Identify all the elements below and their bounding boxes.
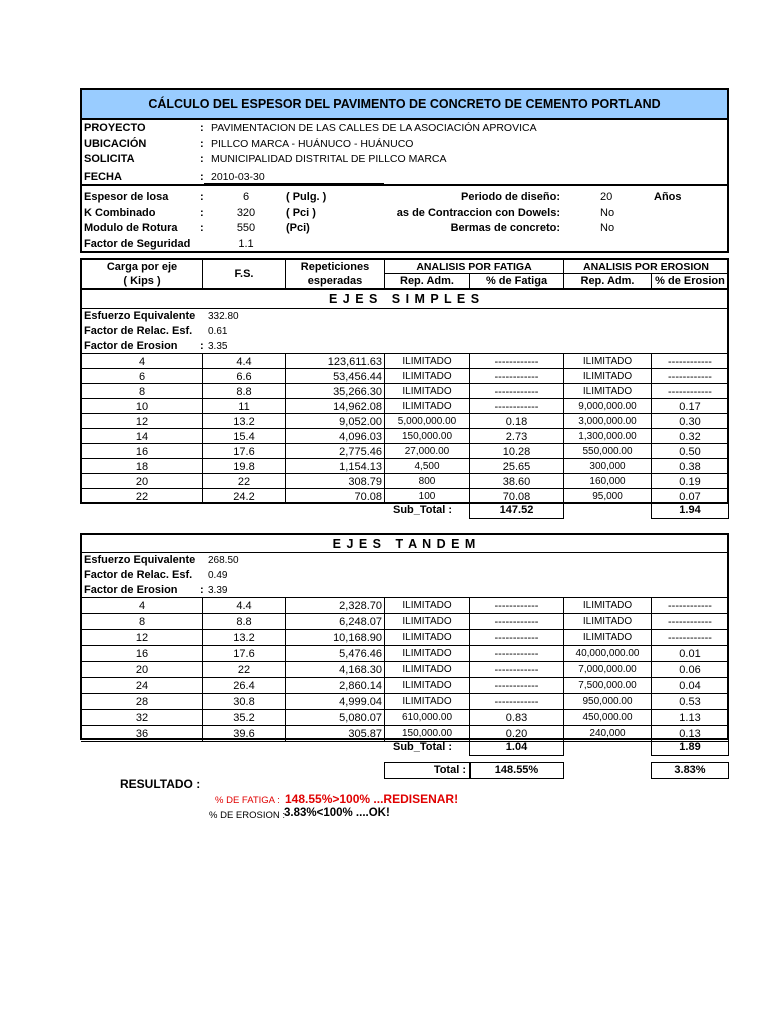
- location-label: UBICACIÓN: [84, 138, 147, 150]
- row-divider: [81, 677, 728, 678]
- rep-adm-fatiga-cell: 150,000.00: [401, 728, 453, 739]
- section-title: E J E S T A N D E M: [332, 537, 477, 551]
- colon: :: [200, 153, 204, 165]
- fs-cell: 24.2: [233, 490, 255, 503]
- rep-adm-erosion-cell: 300,000: [589, 460, 626, 472]
- param-label: Periodo de diseño:: [460, 191, 560, 203]
- pct-erosion-cell: 0.17: [679, 400, 701, 413]
- total-label: Total :: [433, 764, 466, 776]
- factor-label: Factor de Relac. Esf.: [84, 569, 193, 581]
- factor-value: 332.80: [208, 311, 239, 322]
- rep-adm-erosion-cell: 95,000: [592, 490, 623, 502]
- carga-cell: 22: [135, 490, 149, 503]
- fs-cell: 22: [237, 475, 251, 488]
- pct-fatiga-cell: ------------: [494, 696, 539, 708]
- row-divider: [81, 693, 728, 694]
- pct-fatiga-cell: ------------: [494, 616, 539, 628]
- carga-cell: 6: [138, 370, 146, 383]
- param-label: Espesor de losa: [84, 191, 169, 203]
- rep-adm-erosion-cell: 160,000: [589, 475, 626, 487]
- repeticiones-cell: 35,266.30: [333, 385, 382, 398]
- row-divider: [81, 613, 728, 614]
- fs-cell: 17.6: [233, 445, 255, 458]
- param-label: Modulo de Rotura: [84, 222, 178, 234]
- pct-erosion-cell: 0.32: [679, 430, 701, 443]
- header-repeticiones: Repeticiones: [300, 261, 370, 273]
- row-divider: [81, 629, 728, 630]
- pct-erosion-cell: 0.07: [679, 490, 701, 503]
- carga-cell: 12: [135, 632, 149, 644]
- pct-fatiga-cell: ------------: [494, 370, 539, 383]
- row-divider: [81, 645, 728, 646]
- header-pct-erosion: % de Erosion: [655, 275, 725, 287]
- colon: :: [200, 138, 204, 150]
- repeticiones-cell: 4,096.03: [339, 430, 382, 443]
- carga-cell: 12: [135, 415, 149, 428]
- carga-cell: 8: [138, 616, 146, 628]
- fs-cell: 15.4: [233, 430, 255, 443]
- section-divider: [81, 597, 728, 598]
- rep-adm-fatiga-cell: ILIMITADO: [402, 696, 452, 707]
- rep-adm-fatiga-cell: ILIMITADO: [402, 648, 452, 659]
- fs-cell: 35.2: [233, 712, 255, 724]
- erosion-result-value: 3.83%<100% ....OK!: [284, 807, 390, 819]
- date-value: 2010-03-30: [211, 171, 265, 183]
- factor-label: Esfuerzo Equivalente: [84, 554, 196, 566]
- rep-adm-fatiga-cell: ILIMITADO: [402, 632, 452, 643]
- param-label: Factor de Seguridad: [84, 238, 191, 250]
- rep-adm-erosion-cell: ILIMITADO: [582, 600, 633, 611]
- pct-fatiga-cell: 38.60: [502, 475, 531, 488]
- result-label: RESULTADO :: [120, 777, 201, 791]
- factor-label: Esfuerzo Equivalente: [84, 310, 196, 322]
- repeticiones-cell: 53,456.44: [333, 370, 382, 383]
- rep-adm-erosion-cell: 240,000: [589, 728, 626, 739]
- pct-fatiga-cell: 0.18: [505, 415, 528, 428]
- repeticiones-cell: 308.79: [348, 475, 382, 488]
- fs-cell: 17.6: [233, 648, 255, 660]
- header-erosion: ANALISIS POR EROSION: [582, 261, 709, 273]
- pct-erosion-cell: 0.53: [679, 696, 701, 708]
- carga-cell: 24: [135, 680, 149, 692]
- carga-cell: 16: [135, 648, 149, 660]
- rep-adm-fatiga-cell: 610,000.00: [401, 712, 453, 723]
- pct-erosion-cell: ------------: [668, 385, 712, 398]
- rep-adm-fatiga-cell: 100: [418, 490, 436, 502]
- pct-erosion-cell: 1.13: [679, 712, 701, 724]
- section-divider: [81, 353, 728, 354]
- carga-cell: 14: [135, 430, 149, 443]
- header-carga: Carga por eje: [106, 261, 178, 273]
- subtotal-erosion: 1.89: [679, 741, 701, 753]
- pct-fatiga-cell: ------------: [494, 600, 539, 612]
- pct-fatiga-cell: 0.83: [505, 712, 528, 724]
- pct-fatiga-cell: 25.65: [502, 460, 531, 473]
- rep-adm-erosion-cell: 9,000,000.00: [578, 400, 637, 412]
- row-divider: [81, 661, 728, 662]
- repeticiones-cell: 10,168.90: [333, 632, 382, 644]
- row-divider: [81, 725, 728, 726]
- param-label: as de Contraccion con Dowels:: [396, 207, 560, 219]
- fs-cell: 26.4: [233, 680, 255, 692]
- rep-adm-fatiga-cell: 150,000.00: [401, 430, 453, 442]
- factor-value: 3.35: [208, 341, 228, 352]
- factor-value: 3.39: [208, 585, 228, 596]
- rep-adm-erosion-cell: ILIMITADO: [582, 385, 633, 397]
- param-unit: ( Pci ): [286, 207, 316, 219]
- rep-adm-erosion-cell: 3,000,000.00: [578, 415, 637, 427]
- carga-cell: 16: [135, 445, 149, 458]
- header-kips: ( Kips ): [123, 275, 161, 287]
- pct-erosion-cell: 0.04: [679, 680, 701, 692]
- repeticiones-cell: 5,080.07: [339, 712, 382, 724]
- rep-adm-fatiga-cell: ILIMITADO: [402, 600, 452, 611]
- fs-cell: 39.6: [233, 728, 255, 740]
- pct-fatiga-cell: ------------: [494, 400, 539, 413]
- total-erosion: 3.83%: [674, 764, 706, 776]
- fs-cell: 19.8: [233, 460, 255, 473]
- factor-value: 268.50: [208, 555, 239, 566]
- rep-adm-erosion-cell: 40,000,000.00: [575, 648, 640, 659]
- rep-adm-fatiga-cell: ILIMITADO: [402, 370, 452, 382]
- rep-adm-erosion-cell: 450,000.00: [582, 712, 633, 723]
- factor-value: 0.49: [208, 570, 228, 581]
- factor-label: Factor de Relac. Esf.: [84, 325, 193, 337]
- page-title: CÁLCULO DEL ESPESOR DEL PAVIMENTO DE CONCRETO DE CEMENTO PORTLAND: [148, 97, 661, 111]
- fs-cell: 22: [237, 664, 251, 676]
- pct-fatiga-cell: 10.28: [502, 445, 531, 458]
- rep-adm-fatiga-cell: ILIMITADO: [402, 400, 452, 412]
- total-fatiga: 148.55%: [494, 764, 539, 776]
- pct-fatiga-cell: 70.08: [502, 490, 531, 503]
- pct-fatiga-cell: ------------: [494, 680, 539, 692]
- pct-erosion-cell: ------------: [668, 632, 712, 644]
- fs-cell: 8.8: [236, 616, 252, 628]
- pct-fatiga-cell: ------------: [494, 385, 539, 398]
- rep-adm-fatiga-cell: 27,000.00: [404, 445, 450, 457]
- rep-adm-fatiga-cell: 5,000,000.00: [397, 415, 457, 427]
- carga-cell: 4: [138, 600, 146, 612]
- repeticiones-cell: 9,052.00: [339, 415, 382, 428]
- colon: :: [200, 191, 204, 203]
- pct-erosion-cell: ------------: [668, 616, 712, 628]
- param-value: No: [600, 222, 615, 234]
- pct-fatiga-cell: 2.73: [505, 430, 528, 443]
- pct-fatiga-cell: ------------: [494, 648, 539, 660]
- fatiga-result-value: 148.55%>100% ...REDISENAR!: [285, 792, 459, 806]
- carga-cell: 32: [135, 712, 149, 724]
- param-value: 550: [236, 222, 256, 234]
- rep-adm-erosion-cell: 1,300,000.00: [578, 430, 637, 442]
- erosion-result-label: % DE EROSION :: [209, 810, 286, 821]
- subtotal-fatiga: 1.04: [505, 741, 528, 753]
- carga-cell: 8: [138, 385, 146, 398]
- title-bar: [80, 88, 729, 120]
- pct-fatiga-cell: ------------: [494, 355, 539, 368]
- fs-cell: 13.2: [233, 415, 255, 428]
- fs-cell: 13.2: [233, 632, 255, 644]
- repeticiones-cell: 6,248.07: [339, 616, 382, 628]
- colon: :: [200, 222, 204, 234]
- header-fs: F.S.: [234, 268, 254, 280]
- fatiga-result-label: % DE FATIGA :: [215, 795, 280, 806]
- colon: :: [200, 122, 204, 134]
- repeticiones-cell: 5,476.46: [339, 648, 382, 660]
- rep-adm-fatiga-cell: ILIMITADO: [402, 680, 452, 691]
- repeticiones-cell: 2,860.14: [339, 680, 382, 692]
- fs-cell: 6.6: [236, 370, 252, 383]
- carga-cell: 20: [135, 664, 149, 676]
- repeticiones-cell: 14,962.08: [333, 400, 382, 413]
- carga-cell: 10: [135, 400, 149, 413]
- subtotal-label: Sub_Total :: [393, 741, 453, 753]
- header-rep-adm: Rep. Adm.: [580, 275, 635, 287]
- rep-adm-erosion-cell: ILIMITADO: [582, 370, 633, 382]
- carga-cell: 28: [135, 696, 149, 708]
- rep-adm-fatiga-cell: 4,500: [414, 460, 440, 472]
- colon: :: [200, 207, 204, 219]
- project-label: PROYECTO: [84, 122, 146, 134]
- pct-erosion-cell: 0.06: [679, 664, 701, 676]
- pct-erosion-cell: 0.01: [679, 648, 701, 660]
- rep-adm-fatiga-cell: ILIMITADO: [402, 664, 452, 675]
- param-unit: ( Pulg. ): [286, 191, 327, 203]
- rep-adm-erosion-cell: 550,000.00: [582, 445, 633, 457]
- colon: :: [200, 171, 204, 183]
- fs-cell: 30.8: [233, 696, 255, 708]
- repeticiones-cell: 123,611.63: [327, 355, 382, 368]
- fs-cell: 8.8: [236, 385, 252, 398]
- requester-value: MUNICIPALIDAD DISTRITAL DE PILLCO MARCA: [211, 153, 447, 165]
- factor-label: Factor de Erosion: [84, 340, 178, 352]
- section-title: E J E S S I M P L E S: [328, 292, 481, 306]
- fs-cell: 11: [238, 400, 250, 413]
- colon: :: [200, 340, 204, 352]
- carga-cell: 36: [135, 728, 149, 740]
- param-label: Bermas de concreto:: [450, 222, 560, 234]
- pct-erosion-cell: 0.13: [679, 728, 701, 740]
- header-pct-fatiga: % de Fatiga: [485, 275, 548, 287]
- param-value: 320: [236, 207, 256, 219]
- header-rep-adm: Rep. Adm.: [400, 275, 454, 287]
- rep-adm-erosion-cell: 7,000,000.00: [578, 664, 637, 675]
- repeticiones-cell: 2,328.70: [339, 600, 382, 612]
- pct-erosion-cell: ------------: [668, 370, 712, 383]
- repeticiones-cell: 4,999.04: [339, 696, 382, 708]
- rep-adm-fatiga-cell: ILIMITADO: [402, 385, 452, 397]
- param-unit: (Pci): [286, 222, 310, 234]
- pct-fatiga-cell: ------------: [494, 632, 539, 644]
- pct-erosion-cell: 0.38: [679, 460, 701, 473]
- rep-adm-erosion-cell: 950,000.00: [582, 696, 633, 707]
- param-value: No: [600, 207, 615, 219]
- pct-fatiga-cell: ------------: [494, 664, 539, 676]
- carga-cell: 18: [135, 460, 149, 473]
- row-divider: [81, 709, 728, 710]
- fs-cell: 4.4: [236, 600, 252, 612]
- param-value: 20: [600, 191, 613, 203]
- repeticiones-cell: 1,154.13: [339, 460, 382, 473]
- pct-erosion-cell: ------------: [668, 355, 712, 368]
- factor-label: Factor de Erosion: [84, 584, 178, 596]
- pct-erosion-cell: 0.19: [679, 475, 701, 488]
- colon: :: [200, 584, 204, 596]
- fs-cell: 4.4: [236, 355, 252, 368]
- pct-fatiga-cell: 0.20: [505, 728, 528, 740]
- repeticiones-cell: 4,168.30: [339, 664, 382, 676]
- rep-adm-erosion-cell: 7,500,000.00: [578, 680, 637, 691]
- carga-cell: 20: [135, 475, 149, 488]
- param-label: K Combinado: [84, 207, 156, 219]
- rep-adm-fatiga-cell: 800: [418, 475, 436, 487]
- repeticiones-cell: 2,775.46: [339, 445, 382, 458]
- location-value: PILLCO MARCA - HUÁNUCO - HUÁNUCO: [211, 138, 414, 150]
- requester-label: SOLICITA: [84, 153, 135, 165]
- rep-adm-erosion-cell: ILIMITADO: [582, 355, 633, 367]
- param-value: 1.1: [238, 238, 254, 250]
- pct-erosion-cell: ------------: [668, 600, 712, 612]
- subtotal-fatiga: 147.52: [499, 504, 534, 516]
- factor-value: 0.61: [208, 326, 228, 337]
- carga-cell: 4: [138, 355, 146, 368]
- param-unit: Años: [654, 191, 682, 203]
- header-fatiga: ANALISIS POR FATIGA: [416, 261, 532, 273]
- pct-erosion-cell: 0.50: [679, 445, 701, 458]
- subtotal-label: Sub_Total :: [393, 504, 453, 516]
- repeticiones-cell: 305.87: [348, 728, 382, 740]
- project-value: PAVIMENTACION DE LAS CALLES DE LA ASOCIACIÓN APROVICA: [211, 122, 537, 134]
- rep-adm-fatiga-cell: ILIMITADO: [402, 355, 452, 367]
- date-label: FECHA: [84, 171, 122, 183]
- rep-adm-fatiga-cell: ILIMITADO: [402, 616, 452, 627]
- pct-erosion-cell: 0.30: [679, 415, 701, 428]
- subtotal-erosion: 1.94: [679, 504, 701, 516]
- repeticiones-cell: 70.08: [354, 490, 382, 503]
- header-esperadas: esperadas: [307, 275, 363, 287]
- rep-adm-erosion-cell: ILIMITADO: [582, 616, 633, 627]
- param-value: 6: [242, 191, 250, 203]
- rep-adm-erosion-cell: ILIMITADO: [582, 632, 633, 643]
